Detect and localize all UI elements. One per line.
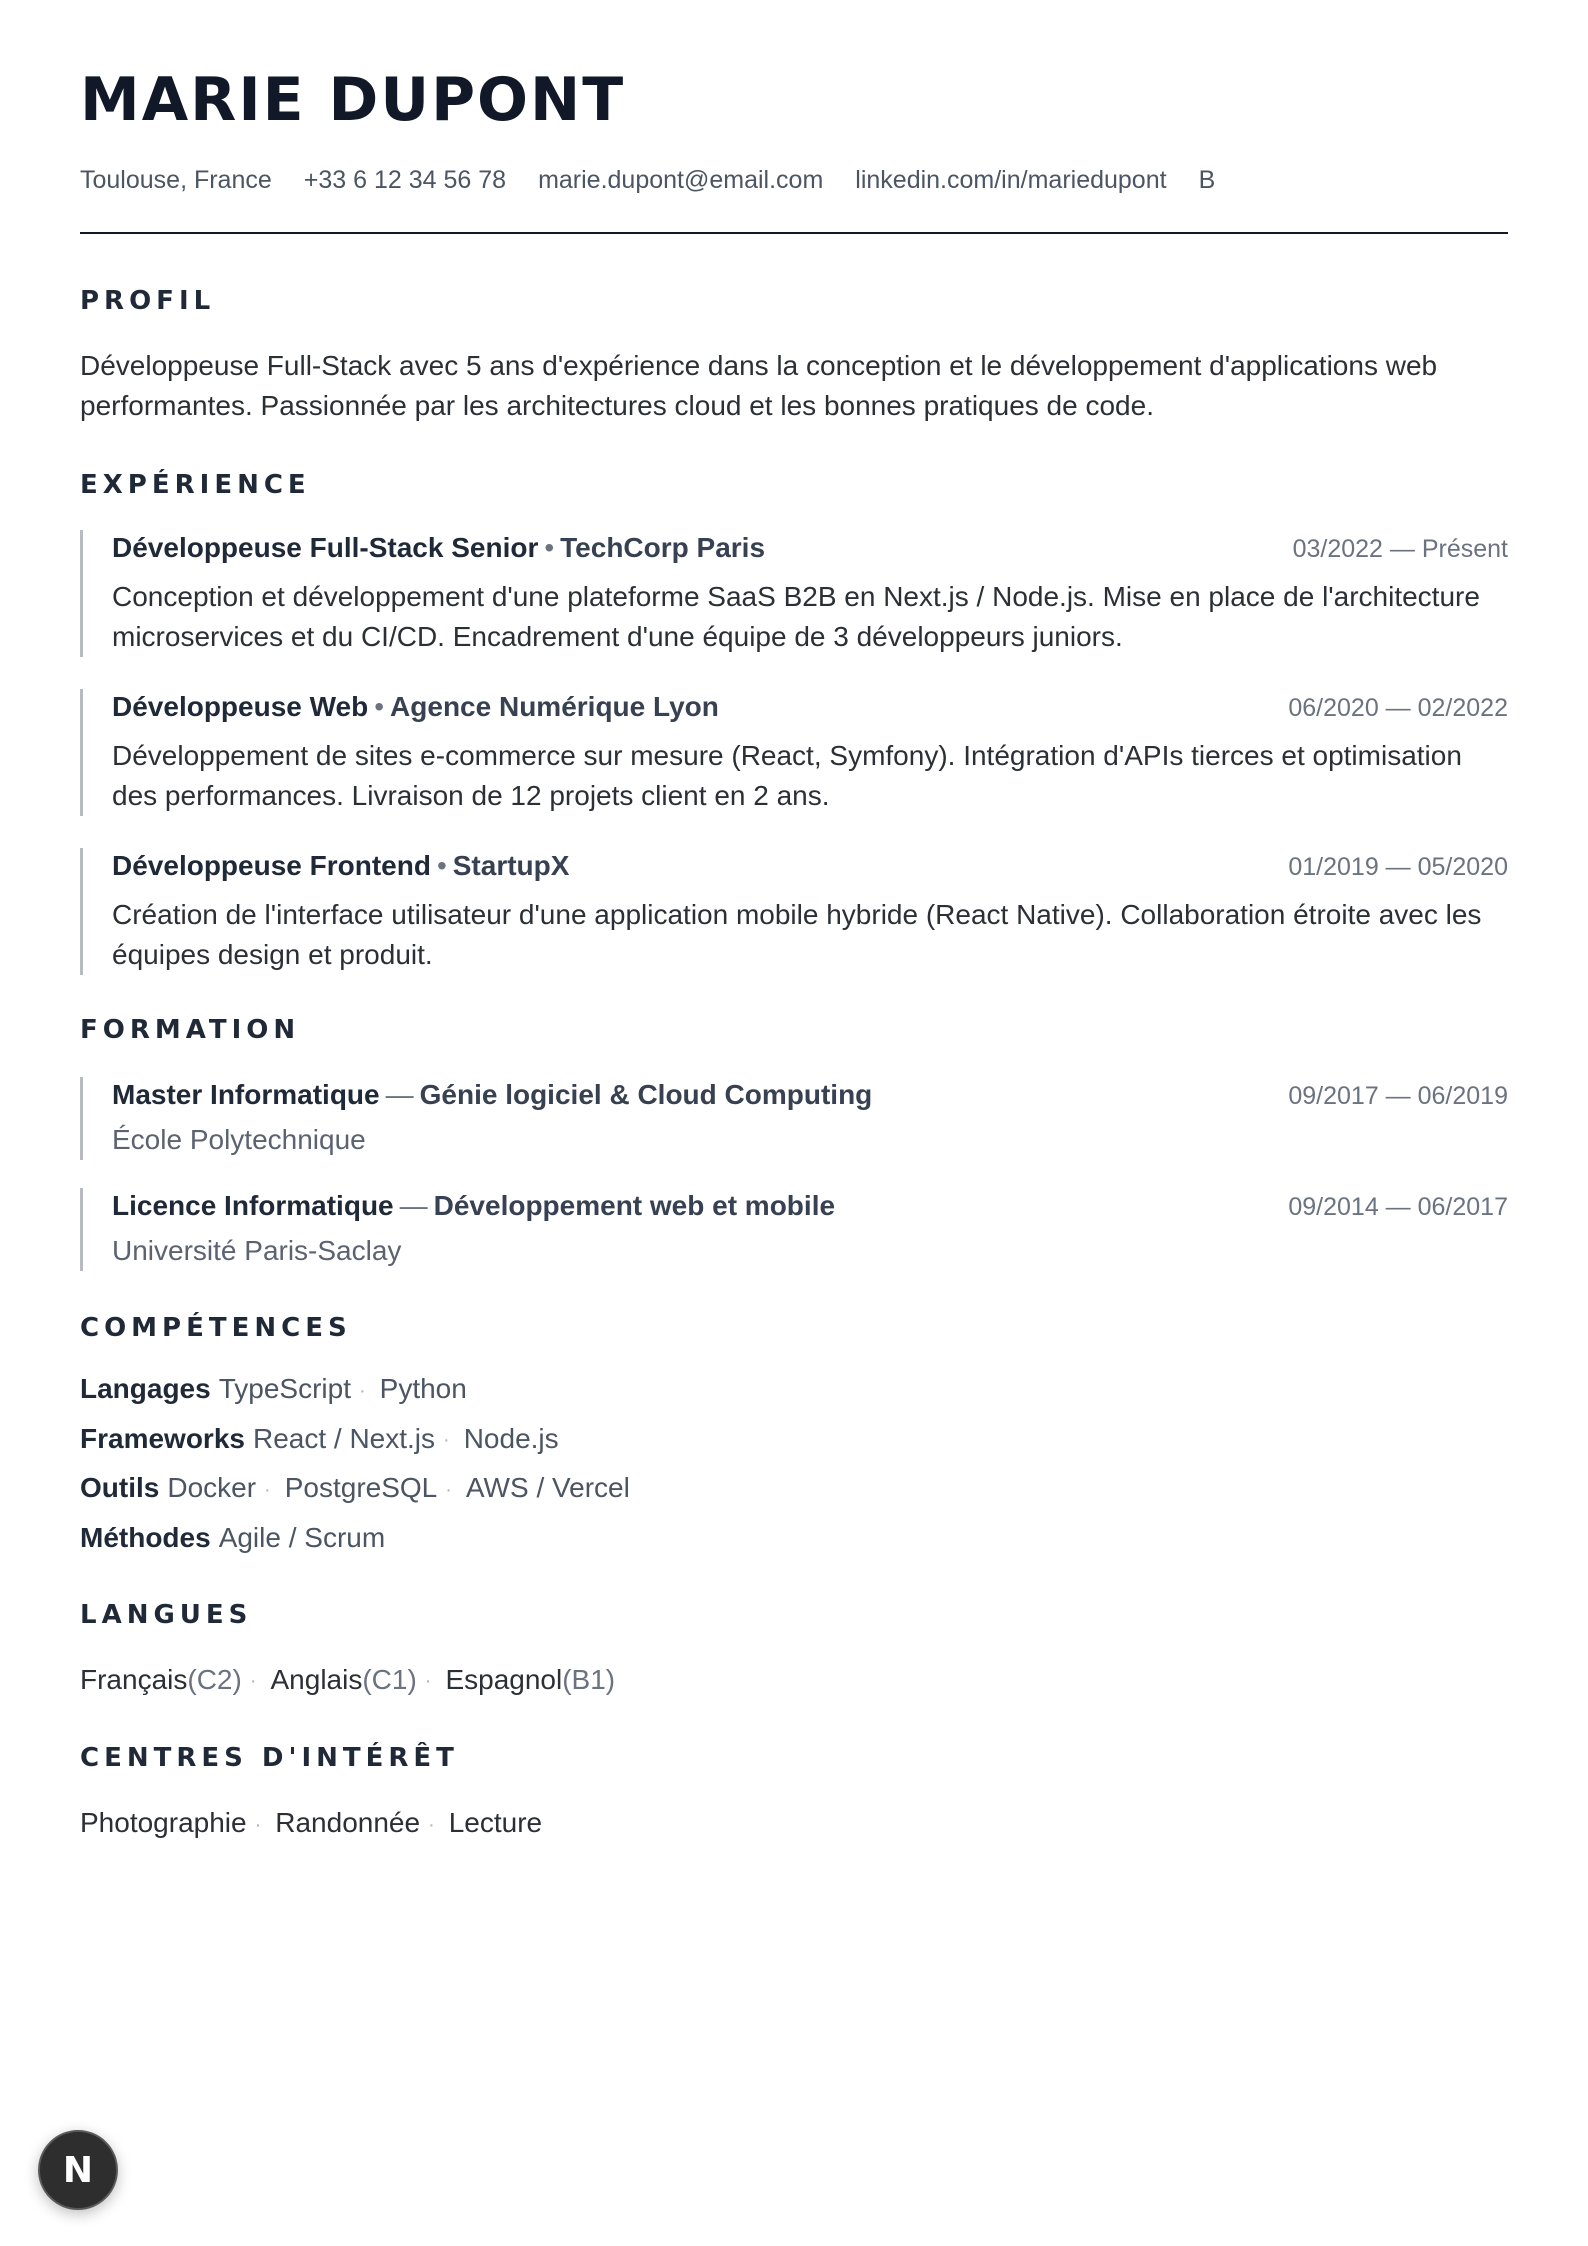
- skill-item: Node.js: [463, 1422, 559, 1454]
- nextjs-logo-icon[interactable]: [38, 2130, 118, 2210]
- skill-item: Python: [379, 1373, 467, 1404]
- experience-title-line: [112, 848, 569, 884]
- section-profile: [80, 284, 1508, 426]
- contact-location: Toulouse, France: [80, 166, 272, 194]
- skill-item: TypeScript: [218, 1373, 351, 1404]
- experience-entry: [80, 530, 1508, 657]
- education-field: Développement web et mobile: [433, 1190, 836, 1221]
- dot-separator: ·: [358, 1379, 366, 1402]
- skills-row-frameworks: [80, 1415, 1508, 1465]
- experience-entry: [80, 689, 1508, 816]
- language-item: [271, 1664, 417, 1695]
- badge-letter: N: [62, 2149, 94, 2191]
- education-field: Génie logiciel & Cloud Computing: [419, 1079, 873, 1110]
- experience-role: Développeuse Full-Stack Senior: [112, 532, 539, 563]
- experience-company: StartupX: [452, 850, 570, 881]
- skill-item: AWS / Vercel: [465, 1472, 630, 1504]
- resume-page: [80, 60, 1508, 1845]
- education-title-line: [112, 1077, 872, 1113]
- section-languages: [80, 1598, 1508, 1702]
- skills-row-methods: [80, 1514, 1508, 1562]
- skill-item: Docker: [167, 1472, 257, 1504]
- skill-item: React / Next.js: [252, 1422, 436, 1454]
- experience-description: Création de l'interface utilisateur d'une application mobile hybride (React Native). Collaboration étroite avec les équipes design et produit.: [112, 899, 1482, 970]
- education-entry: [80, 1188, 1508, 1271]
- education-entry-header: [112, 1077, 1508, 1114]
- experience-description: Développement de sites e-commerce sur mesure (React, Symfony). Intégration d'APIs tierces et optimisation des performances. Livraison de 12 projets client en 2 ans.: [112, 740, 1462, 811]
- experience-role: Développeuse Web: [112, 691, 369, 722]
- contact-email[interactable]: marie.dupont@email.com: [538, 166, 824, 194]
- skills-category: Méthodes: [80, 1521, 211, 1553]
- skills-row-tools: [80, 1464, 1508, 1514]
- language-level: (B1): [562, 1663, 616, 1695]
- experience-title-line: [112, 530, 765, 566]
- candidate-name: MARIE DUPONT: [80, 65, 626, 135]
- section-interests: [80, 1741, 1508, 1845]
- education-dates: 09/2014 — 06/2017: [1288, 1193, 1508, 1221]
- education-school: École Polytechnique: [112, 1124, 366, 1155]
- education-school: Université Paris-Saclay: [112, 1235, 402, 1266]
- interest-item: Lecture: [448, 1807, 543, 1839]
- section-title-education: FORMATION: [80, 1015, 301, 1045]
- skills-row-languages: [80, 1365, 1508, 1415]
- dot-separator: ·: [254, 1814, 262, 1837]
- section-title-skills: COMPÉTENCES: [80, 1313, 352, 1343]
- bullet-separator: •: [544, 532, 555, 563]
- language-level: (C1): [362, 1663, 417, 1695]
- experience-dates: 06/2020 — 02/2022: [1288, 694, 1508, 722]
- language-item: [80, 1664, 242, 1695]
- dot-separator: ·: [445, 1478, 452, 1501]
- contact-info: [80, 164, 1508, 196]
- section-title-languages: LANGUES: [80, 1599, 253, 1630]
- languages-list: [80, 1660, 1508, 1702]
- interest-item: Photographie: [80, 1807, 247, 1839]
- dot-separator: ·: [264, 1478, 271, 1501]
- skill-item: PostgreSQL: [284, 1472, 438, 1504]
- section-experience: [80, 468, 1508, 975]
- section-title-experience: EXPÉRIENCE: [80, 470, 311, 500]
- section-education: [80, 1013, 1508, 1271]
- interests-list: [80, 1803, 1508, 1845]
- dot-separator: ·: [428, 1814, 435, 1837]
- language-name: Anglais: [270, 1663, 363, 1695]
- experience-dates: 01/2019 — 05/2020: [1288, 853, 1508, 881]
- experience-description: Conception et développement d'une plateforme SaaS B2B en Next.js / Node.js. Mise en place de l'architecture microservices et du CI/CD. Encadrement d'une équipe de 3 développeurs juniors.: [112, 581, 1480, 652]
- dash-separator: —: [385, 1079, 414, 1110]
- experience-entry-header: [112, 848, 1508, 885]
- skills-category: Outils: [80, 1472, 160, 1504]
- interest-item: Randonnée: [275, 1807, 421, 1839]
- header-divider: [80, 232, 1508, 234]
- contact-phone: +33 6 12 34 56 78: [303, 166, 507, 194]
- skill-item: Agile / Scrum: [218, 1521, 386, 1553]
- bullet-separator: •: [374, 691, 385, 722]
- experience-entry-header: [112, 530, 1508, 567]
- section-skills: [80, 1311, 1508, 1562]
- skills-category: Langages: [80, 1373, 211, 1404]
- contact-extra: B: [1198, 166, 1216, 194]
- dot-separator: ·: [249, 1670, 257, 1693]
- skills-category: Frameworks: [80, 1422, 245, 1454]
- language-name: Français: [80, 1663, 188, 1695]
- education-degree: Master Informatique: [112, 1079, 380, 1110]
- contact-linkedin[interactable]: linkedin.com/in/mariedupont: [855, 166, 1167, 194]
- language-name: Espagnol: [445, 1663, 563, 1695]
- section-title-profile: PROFIL: [80, 286, 216, 316]
- language-level: (C2): [187, 1663, 242, 1695]
- experience-company: TechCorp Paris: [560, 532, 766, 563]
- resume-header: [80, 60, 1508, 234]
- section-title-interests: CENTRES D'INTÉRÊT: [80, 1743, 459, 1774]
- language-item: [445, 1664, 615, 1695]
- dot-separator: ·: [443, 1429, 450, 1452]
- experience-company: Agence Numérique Lyon: [390, 691, 719, 722]
- dash-separator: —: [399, 1190, 428, 1221]
- education-degree: Licence Informatique: [112, 1190, 394, 1221]
- education-entry-header: [112, 1188, 1508, 1225]
- experience-entry: [80, 848, 1508, 975]
- education-dates: 09/2017 — 06/2019: [1288, 1082, 1508, 1110]
- dot-separator: ·: [424, 1670, 432, 1693]
- experience-dates: 03/2022 — Présent: [1292, 535, 1508, 563]
- profile-summary: Développeuse Full-Stack avec 5 ans d'expérience dans la conception et le développement d'applications web performantes. Passionnée par les architectures cloud et les bonnes pratiques de code.: [80, 350, 1438, 421]
- education-title-line: [112, 1188, 835, 1224]
- skills-list: [80, 1365, 1508, 1562]
- bullet-separator: •: [436, 850, 447, 881]
- experience-title-line: [112, 689, 719, 725]
- experience-role: Développeuse Frontend: [112, 850, 431, 881]
- experience-entry-header: [112, 689, 1508, 726]
- education-entry: [80, 1077, 1508, 1160]
